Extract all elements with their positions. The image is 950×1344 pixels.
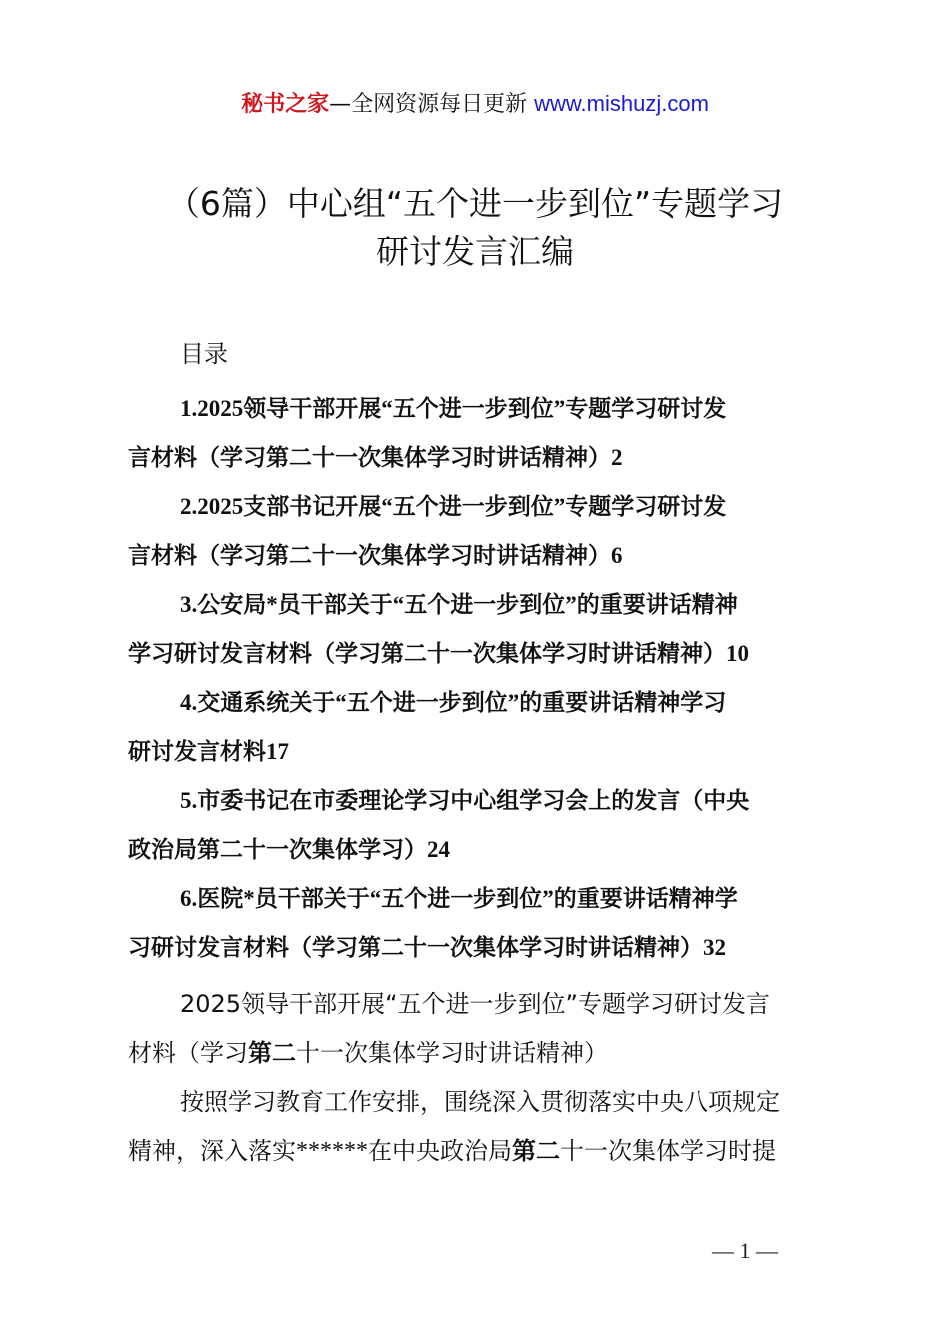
paragraph-line-1 bbox=[128, 1078, 832, 1127]
toc-item-line bbox=[128, 874, 832, 923]
section-heading-text: 2025领导干部开展“五个进一步到位”专题学习研讨发言 bbox=[180, 990, 770, 1018]
toc-item-1[interactable] bbox=[128, 384, 832, 482]
title-line-1: （6篇）中心组“五个进一步到位”专题学习 bbox=[166, 184, 784, 223]
toc-item-line bbox=[128, 384, 832, 433]
redacted-stars: ****** bbox=[296, 1138, 368, 1164]
table-of-contents bbox=[128, 384, 832, 972]
toc-heading: 目录 bbox=[180, 340, 228, 368]
toc-item-text: 习研讨发言材料（学习第二十一次集体学习时讲话精神）32 bbox=[128, 935, 726, 960]
paragraph-text-d: 十一次集体学习时提 bbox=[560, 1137, 776, 1165]
toc-item-text: 2.2025支部书记开展“五个进一步到位”专题学习研讨发 bbox=[180, 494, 727, 519]
toc-item-text: 6.医院*员干部关于“五个进一步到位”的重要讲话精神学 bbox=[180, 886, 738, 911]
toc-item-line bbox=[128, 678, 832, 727]
toc-item-text: 3.公安局*员干部关于“五个进一步到位”的重要讲话精神 bbox=[180, 592, 738, 617]
title-line-2: 研讨发言汇编 bbox=[376, 232, 574, 271]
toc-item-line bbox=[128, 923, 832, 972]
paragraph-text: 按照学习教育工作安排，围绕深入贯彻落实中央八项规定 bbox=[180, 1088, 780, 1116]
toc-item-5[interactable] bbox=[128, 776, 832, 874]
toc-item-line bbox=[128, 825, 832, 874]
section-heading-line-1 bbox=[128, 980, 832, 1029]
toc-item-text: 学习研讨发言材料（学习第二十一次集体学习时讲话精神）10 bbox=[128, 641, 749, 666]
paragraph-line-2 bbox=[128, 1127, 832, 1176]
header-tagline: —全网资源每日更新 bbox=[329, 92, 528, 117]
toc-item-line bbox=[128, 580, 832, 629]
site-header bbox=[0, 88, 950, 121]
section-heading-bold: 第二 bbox=[248, 1039, 296, 1067]
toc-item-6[interactable] bbox=[128, 874, 832, 972]
toc-item-line bbox=[128, 482, 832, 531]
paragraph-bold: 第二 bbox=[512, 1137, 560, 1165]
document-title bbox=[90, 180, 860, 276]
brand-name: 秘书之家 bbox=[241, 92, 330, 117]
toc-item-text: 政治局第二十一次集体学习）24 bbox=[128, 837, 450, 862]
site-url[interactable]: www.mishuzj.com bbox=[534, 91, 709, 116]
toc-item-line bbox=[128, 531, 832, 580]
page-number: — 1 — bbox=[712, 1238, 778, 1263]
toc-item-text: 4.交通系统关于“五个进一步到位”的重要讲话精神学习 bbox=[180, 690, 727, 715]
toc-item-line bbox=[128, 629, 832, 678]
toc-item-text: 言材料（学习第二十一次集体学习时讲话精神）2 bbox=[128, 445, 623, 470]
toc-item-text: 1.2025领导干部开展“五个进一步到位”专题学习研讨发 bbox=[180, 396, 727, 421]
toc-item-text: 研讨发言材料17 bbox=[128, 739, 289, 764]
section-heading-text-a: 材料（学习 bbox=[128, 1039, 248, 1067]
toc-item-2[interactable] bbox=[128, 482, 832, 580]
toc-item-3[interactable] bbox=[128, 580, 832, 678]
section-heading-line-2 bbox=[128, 1029, 832, 1078]
toc-item-line bbox=[128, 776, 832, 825]
section-heading-text-c: 十一次集体学习时讲话精神） bbox=[296, 1039, 608, 1067]
toc-item-text: 言材料（学习第二十一次集体学习时讲话精神）6 bbox=[128, 543, 623, 568]
paragraph-text-a: 精神，深入落实 bbox=[128, 1137, 296, 1165]
body-text bbox=[128, 980, 832, 1176]
toc-item-line bbox=[128, 433, 832, 482]
toc-item-line bbox=[128, 727, 832, 776]
paragraph-text-b: 在中央政治局 bbox=[368, 1137, 512, 1165]
toc-item-text: 5.市委书记在市委理论学习中心组学习会上的发言（中央 bbox=[180, 788, 750, 813]
toc-item-4[interactable] bbox=[128, 678, 832, 776]
